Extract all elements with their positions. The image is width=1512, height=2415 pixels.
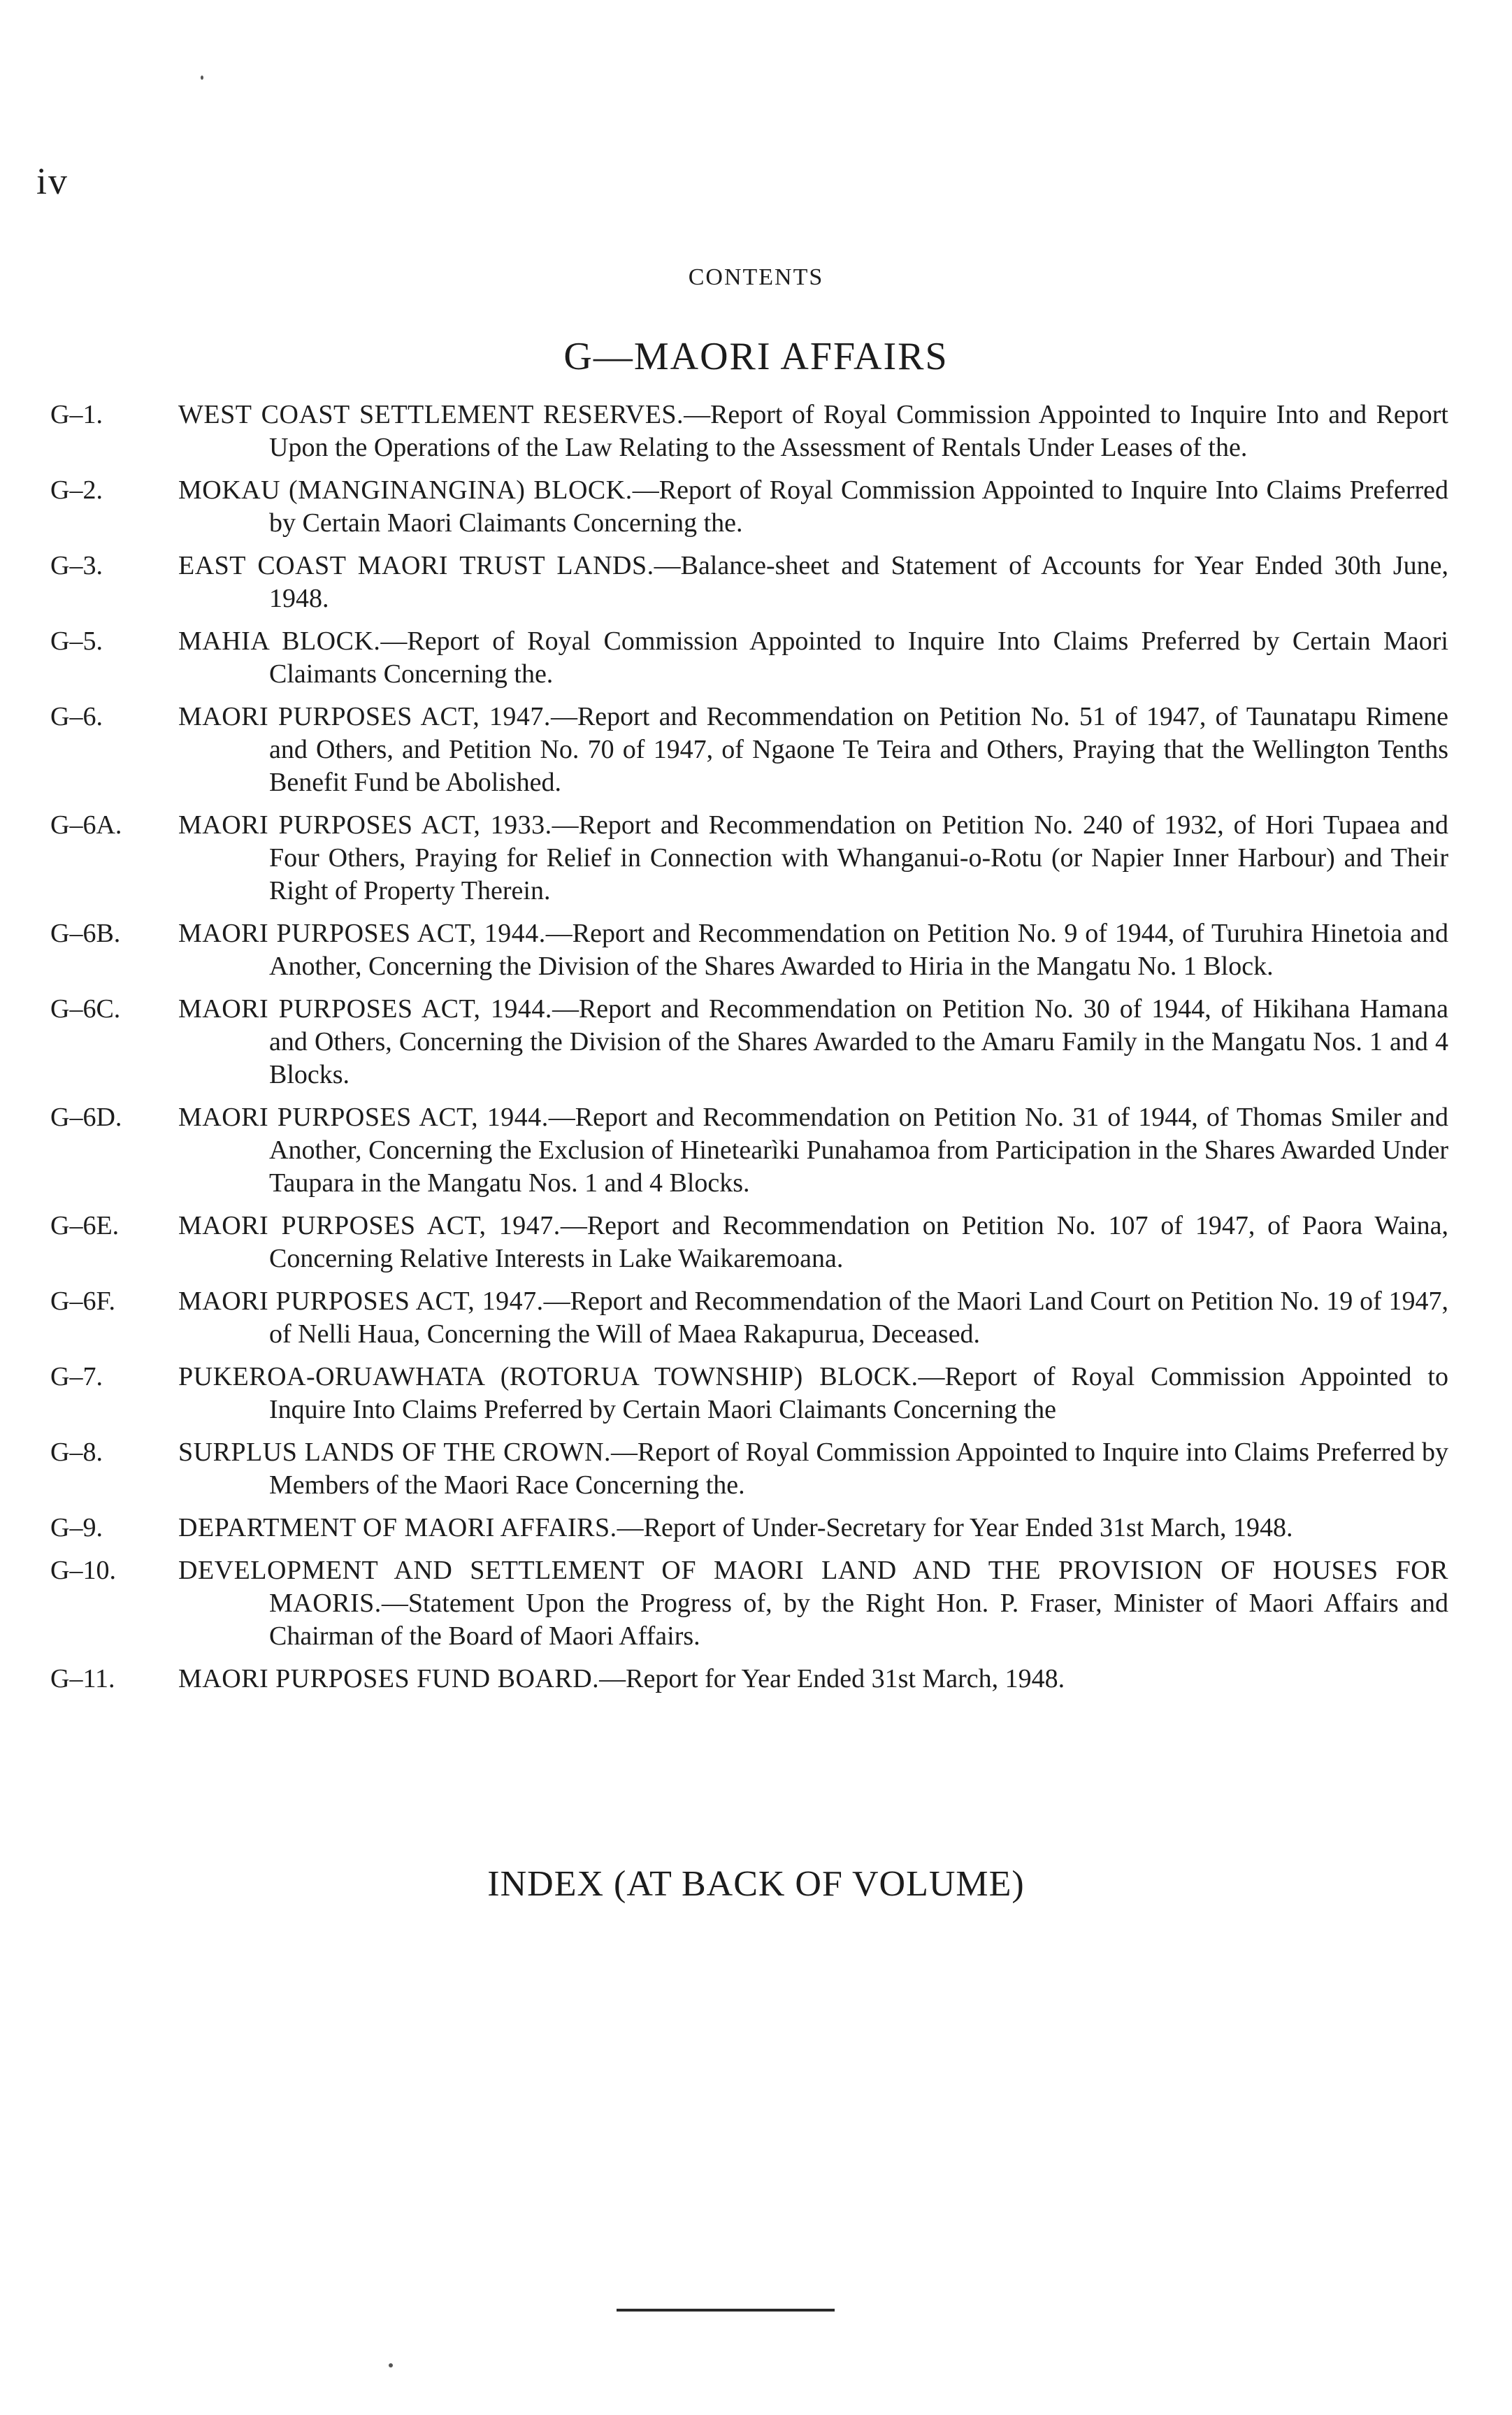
contents-entry xyxy=(50,1663,1448,1696)
contents-entry xyxy=(50,1554,1448,1653)
entry-text: —Report of Royal Commission Appointed to Inquire Into Claims Preferred by Certain Maori Claimants Concerning the xyxy=(269,1362,1448,1424)
contents-list xyxy=(50,399,1448,1705)
entry-text: —Report and Recommendation of the Maori Land Court on Petition No. 19 of 1947, of Nelli Haua, Concerning the Will of Maea Rakapurua, Deceased. xyxy=(269,1287,1449,1349)
entry-title: MAORI PURPOSES ACT, 1944. xyxy=(178,1103,549,1132)
contents-entry xyxy=(50,625,1448,691)
entry-description xyxy=(178,1663,1448,1696)
contents-entry xyxy=(50,993,1448,1091)
entry-code: G–7. xyxy=(50,1362,103,1391)
contents-entry xyxy=(50,917,1448,983)
entry-description xyxy=(178,1285,1448,1351)
entry-code: G–5. xyxy=(50,626,103,656)
entry-description xyxy=(178,701,1448,799)
entry-title: MAORI PURPOSES ACT, 1944. xyxy=(178,994,552,1024)
entry-text: —Report and Recommendation on Petition No. 240 of 1932, of Hori Tupaea and Four Others, Praying for Relief in Connection with Whanganui-o-Rotu (or Napier Inner Harbour) and Their Right of Property Therein. xyxy=(269,810,1449,905)
entry-text: —Report of Royal Commission Appointed to Inquire into Claims Preferred by Members of the Maori Race Concerning the. xyxy=(269,1438,1448,1500)
entry-title: MAORI PURPOSES ACT, 1947. xyxy=(178,1211,561,1240)
entry-code: G–6A. xyxy=(50,810,122,840)
scan-speck xyxy=(389,2363,393,2367)
entry-text: —Report of Royal Commission Appointed to Inquire Into and Report Upon the Operations of the Law Relating to the Assessment of Rentals Under Leases of the. xyxy=(269,400,1448,462)
contents-entry xyxy=(50,809,1448,908)
entry-description xyxy=(178,1361,1448,1426)
entry-code: G–6E. xyxy=(50,1211,120,1240)
page-number: iv xyxy=(36,160,69,202)
entry-title: DEVELOPMENT AND SETTLEMENT OF MAORI LAND AND THE PROVISION OF HOUSES FOR MAORIS. xyxy=(178,1556,1448,1618)
entry-text: —Report of Under-Secretary for Year Ended 31st March, 1948. xyxy=(617,1513,1293,1542)
contents-entry xyxy=(50,399,1448,464)
entry-description xyxy=(178,625,1448,691)
section-title: G—MAORI AFFAIRS xyxy=(563,335,949,378)
entry-title: DEPARTMENT OF MAORI AFFAIRS. xyxy=(178,1513,617,1542)
entry-text: —Balance-sheet and Statement of Accounts for Year Ended 30th June, 1948. xyxy=(269,551,1448,613)
entry-text: —Report and Recommendation on Petition No. 31 of 1944, of Thomas Smiler and Another, Concerning the Exclusion of Hinetearìki Punahamoa from Participation in the Shares Awarded Under Taupara in the Mangatu Nos. 1 and 4 Blocks. xyxy=(269,1103,1449,1198)
entry-code: G–6F. xyxy=(50,1287,116,1316)
entry-title: MAORI PURPOSES ACT, 1933. xyxy=(178,810,552,840)
entry-code: G–6C. xyxy=(50,994,121,1024)
entry-description xyxy=(178,474,1448,540)
contents-entry xyxy=(50,1361,1448,1426)
entry-text: —Report and Recommendation on Petition No. 51 of 1947, of Taunatapu Rimene and Others, and Petition No. 70 of 1947, of Ngaone Te Teira and Others, Praying that the Wellington Tenths Benefit Fund be Abolished. xyxy=(269,702,1449,797)
entry-code: G–11. xyxy=(50,1664,115,1693)
entry-title: MAHIA BLOCK. xyxy=(178,626,381,656)
contents-entry xyxy=(50,1210,1448,1275)
entry-title: PUKEROA-ORUAWHATA (ROTORUA TOWNSHIP) BLOCK. xyxy=(178,1362,919,1391)
entry-title: SURPLUS LANDS OF THE CROWN. xyxy=(178,1438,612,1467)
entry-text: —Report of Royal Commission Appointed to Inquire Into Claims Preferred by Certain Maori Claimants Concerning the. xyxy=(269,475,1448,538)
entry-text: —Report and Recommendation on Petition No. 9 of 1944, of Turuhira Hinetoia and Another, Concerning the Division of the Shares Awarded to Hiria in the Mangatu No. 1 Block. xyxy=(269,919,1448,981)
entry-text: —Report of Royal Commission Appointed to Inquire Into Claims Preferred by Certain Maori Claimants Concerning the. xyxy=(269,626,1448,689)
contents-entry xyxy=(50,1285,1448,1351)
entry-description xyxy=(178,1436,1448,1502)
entry-description xyxy=(178,917,1448,983)
entry-title: MOKAU (MANGINANGINA) BLOCK. xyxy=(178,475,633,505)
contents-heading: CONTENTS xyxy=(688,264,824,290)
contents-entry xyxy=(50,550,1448,615)
entry-description xyxy=(178,993,1448,1091)
end-rule xyxy=(617,2309,835,2312)
contents-entry xyxy=(50,1101,1448,1200)
entry-code: G–3. xyxy=(50,551,103,580)
entry-code: G–2. xyxy=(50,475,103,505)
index-note: (AT BACK OF VOLUME) xyxy=(614,1864,1025,1904)
entry-text: —Report and Recommendation on Petition No. 107 of 1947, of Paora Waina, Concerning Relative Interests in Lake Waikaremoana. xyxy=(269,1211,1449,1273)
entry-description xyxy=(178,1210,1448,1275)
contents-entry xyxy=(50,701,1448,799)
entry-text: —Report for Year Ended 31st March, 1948. xyxy=(599,1664,1065,1693)
contents-entry xyxy=(50,1512,1448,1545)
entry-title: MAORI PURPOSES FUND BOARD. xyxy=(178,1664,600,1693)
entry-description xyxy=(178,809,1448,908)
entry-code: G–6. xyxy=(50,702,103,731)
entry-description xyxy=(178,550,1448,615)
scan-speck xyxy=(201,76,203,80)
entry-description xyxy=(178,1101,1448,1200)
entry-title: MAORI PURPOSES ACT, 1947. xyxy=(178,1287,544,1316)
entry-title: MAORI PURPOSES ACT, 1947. xyxy=(178,702,551,731)
entry-text: —Report and Recommendation on Petition No. 30 of 1944, of Hikihana Hamana and Others, Concerning the Division of the Shares Awarded to the Amaru Family in the Mangatu Nos. 1 and 4 Blocks. xyxy=(269,994,1449,1089)
entry-description xyxy=(178,399,1448,464)
entry-text: —Statement Upon the Progress of, by the Right Hon. P. Fraser, Minister of Maori Affairs and Chairman of the Board of Maori Affairs. xyxy=(269,1589,1448,1651)
entry-code: G–8. xyxy=(50,1438,103,1467)
entry-code: G–6B. xyxy=(50,919,121,948)
entry-description xyxy=(178,1512,1448,1545)
entry-description xyxy=(178,1554,1448,1653)
entry-code: G–10. xyxy=(50,1556,116,1585)
entry-code: G–9. xyxy=(50,1513,103,1542)
entry-title: MAORI PURPOSES ACT, 1944. xyxy=(178,919,546,948)
index-label: INDEX xyxy=(487,1864,605,1904)
entry-title: WEST COAST SETTLEMENT RESERVES. xyxy=(178,400,684,429)
entry-title: EAST COAST MAORI TRUST LANDS. xyxy=(178,551,654,580)
entry-code: G–6D. xyxy=(50,1103,122,1132)
entry-code: G–1. xyxy=(50,400,103,429)
index-line xyxy=(0,1863,1512,1905)
contents-entry xyxy=(50,474,1448,540)
contents-entry xyxy=(50,1436,1448,1502)
